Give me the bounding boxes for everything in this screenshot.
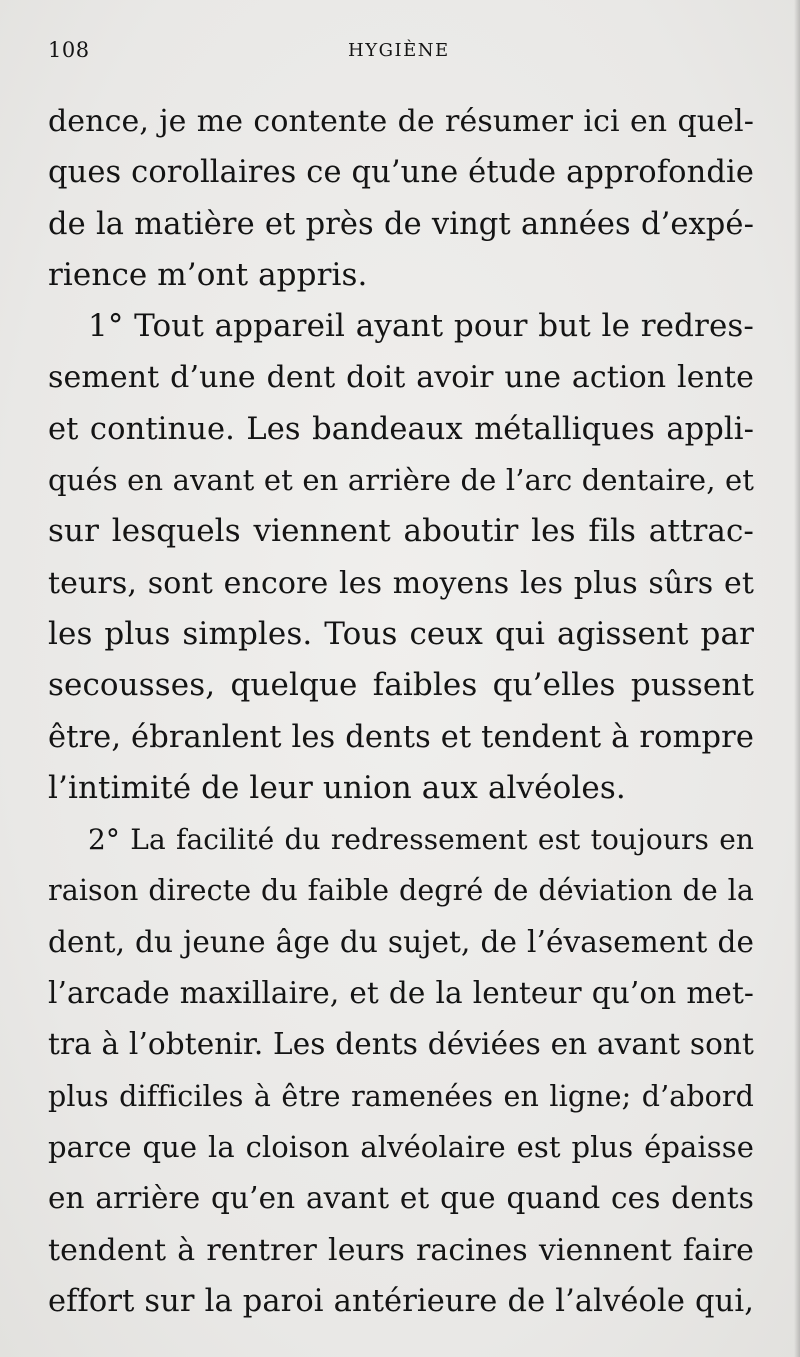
page-header xyxy=(48,38,752,70)
text-line: de la matière et près de vingt années d’expé- xyxy=(48,206,754,242)
text-line: tra à l’obtenir. Les dents déviées en avant sont xyxy=(48,1027,754,1062)
text-line: l’arcade maxillaire, et de la lenteur qu’on met- xyxy=(48,976,754,1011)
text-line: les plus simples. Tous ceux qui agissent par xyxy=(48,615,754,652)
page-edge-shadow xyxy=(794,0,800,1357)
text-line: qués en avant et en arrière de l’arc dentaire, et xyxy=(48,463,754,498)
page-number: 108 xyxy=(48,38,90,62)
text-line: dent, du jeune âge du sujet, de l’évasement de xyxy=(48,924,754,959)
text-line: teurs, sont encore les moyens les plus sûrs et xyxy=(48,565,754,601)
text-line: en arrière qu’en avant et que quand ces dents xyxy=(48,1181,754,1216)
text-line: dence, je me contente de résumer ici en quel- xyxy=(48,104,754,139)
text-line: 2° La facilité du redressement est toujours en xyxy=(88,823,754,857)
text-line: secousses, quelque faibles qu’elles pussent xyxy=(48,667,754,704)
text-line: et continue. Les bandeaux métalliques appli- xyxy=(48,411,754,447)
text-line: ques corollaires ce qu’une étude approfondie xyxy=(48,155,754,191)
text-line: parce que la cloison alvéolaire est plus épaisse xyxy=(48,1129,754,1164)
text-line: plus difficiles à être ramenées en ligne; d’abord xyxy=(48,1079,754,1113)
text-line: rience m’ont appris. xyxy=(48,256,368,293)
text-line: sur lesquels viennent aboutir les fils attrac- xyxy=(48,513,754,550)
text-line: raison directe du faible degré de déviation de la xyxy=(48,874,754,908)
text-line: 1° Tout appareil ayant pour but le redres- xyxy=(88,308,754,345)
text-line: être, ébranlent les dents et tendent à rompre xyxy=(48,719,754,755)
running-head: HYGIÈNE xyxy=(348,40,450,61)
text-line: effort sur la paroi antérieure de l’alvéole qui, xyxy=(48,1283,754,1319)
body-text xyxy=(48,96,754,1327)
text-line: l’intimité de leur union aux alvéoles. xyxy=(48,769,626,806)
text-line: tendent à rentrer leurs racines viennent faire xyxy=(48,1232,754,1268)
text-line: sement d’une dent doit avoir une action lente xyxy=(48,360,754,396)
